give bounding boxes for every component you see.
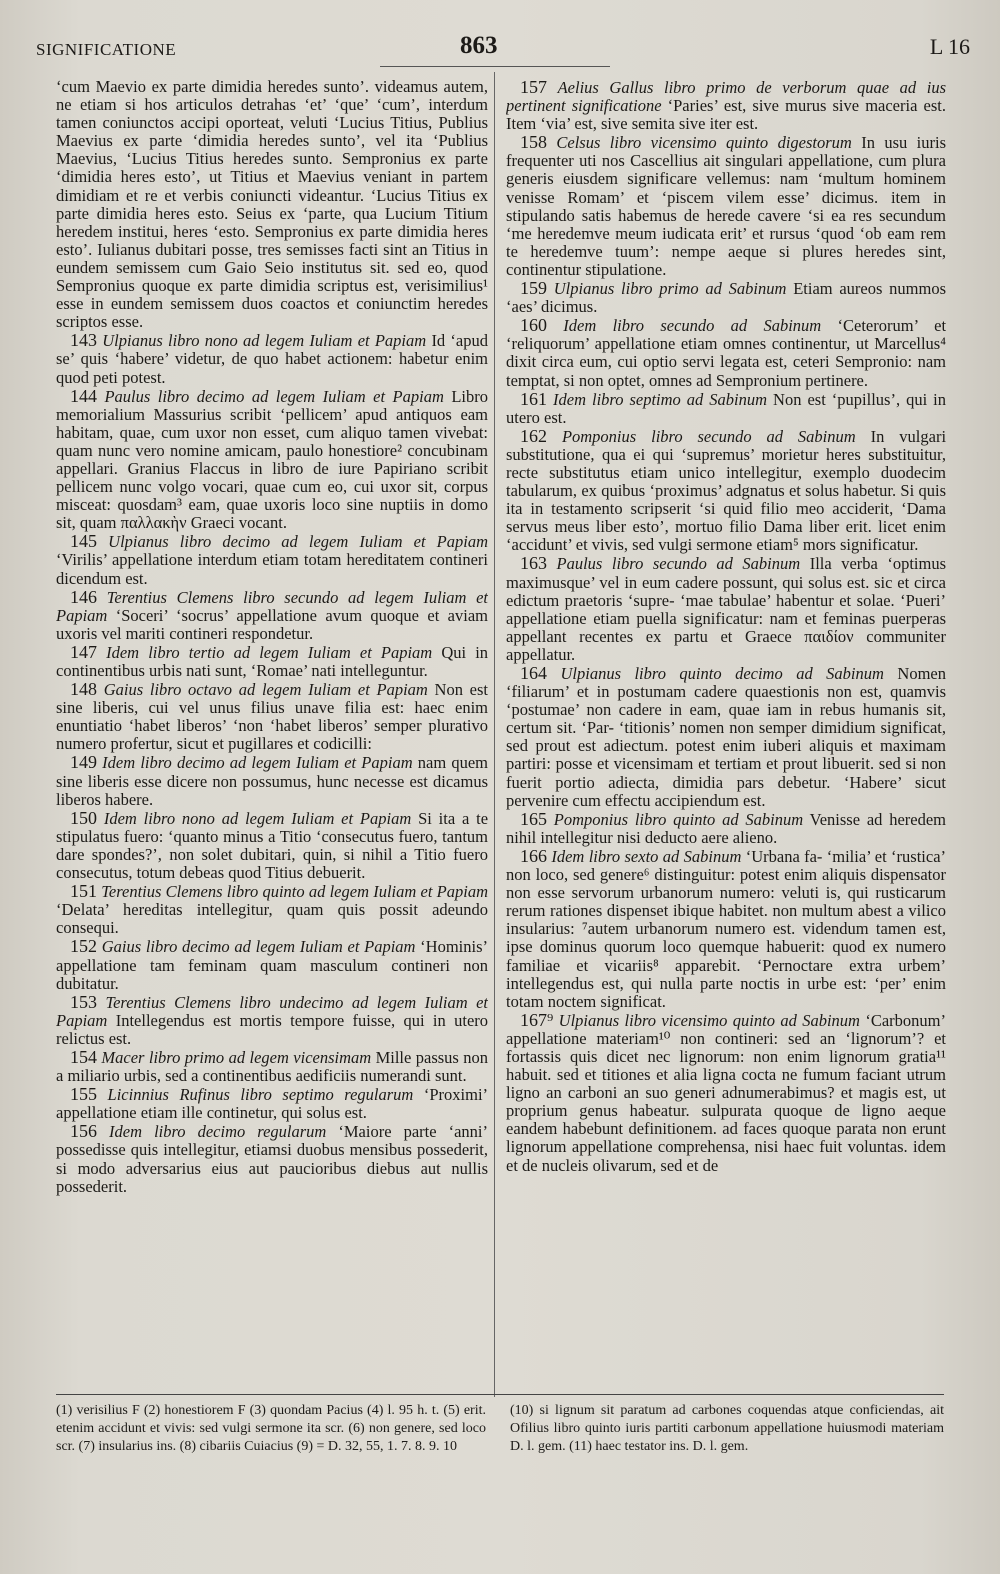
fragment-number: 149 [70,752,97,773]
fragment-number: 150 [70,807,97,828]
fragment-source: Idem libro decimo ad legem Iuliam et Papiam [102,753,413,773]
paragraph [56,588,488,643]
fragment-number: 158 [520,132,547,153]
fragment-source: Idem libro secundo ad Sabinum [563,316,822,336]
fragment-source: Idem libro septimo ad Sabinum [553,389,768,409]
paragraph [506,810,946,847]
fragment-source: Terentius Clemens libro quinto ad legem Iuliam et Papiam [101,882,488,902]
paragraph [506,390,946,427]
footnote-text-right: (10) si lignum sit paratum ad carbones coquendas atque conficiendas, ait Ofilius libro quinto iuris partiti carbonum appellatione huiusmodi materiam D. l. gem. (11) haec testator ins. D. l. gem. [510,1403,944,1454]
fragment-text: Venisse ad heredem nihil intellegitur nisi deducto aere alieno. [506,809,946,847]
fragment-text: Qui in continentibus urbis nati sunt, ‘Romae’ nati intelleguntur. [56,642,488,680]
paragraph [56,1122,488,1195]
fragment-text: Etiam aureos nummos ‘aes’ dicimus. [506,279,946,317]
right-column [506,78,946,1382]
fragment-source: Terentius Clemens libro undecimo ad legem Iuliam et Papiam [56,992,488,1030]
fragment-number: 156 [70,1121,97,1142]
fragment-number: 167⁹ [520,1009,554,1030]
fragment-number: 148 [70,679,97,700]
paragraph [56,1048,488,1085]
fragment-source: Ulpianus libro quinto decimo ad Sabinum [560,664,884,683]
fragment-number: 151 [70,881,97,902]
fragment-text: ‘cum Maevio ex parte dimidia heredes sunto’. videamus autem, ne etiam si hos articulos detrahas ‘et’ ‘que’ ‘cum’, interdum tamen coniunctos accipi oporteat, veluti ‘Lucius Titius, Publius Maevius ex parte ‘dimidia heredes sunto’, vel ita ‘Publius Maevius, ‘Lucius Titius heredes sunto. Sempronius ex parte ‘dimidia heres esto’, ut Titius et Maevius veniant in partem dimidiam et re et verbis coniuncti videantur. ‘Lucius Titius ex parte dimidia heres esto. Seius ex ‘parte, qua Lucium Titium heredem institui, heres ‘esto. Sempronius ex parte dimidia heres esto’. Iulianus dubitari posse, tres semisses facti sint an Titius in eundem semissem cum Gaio Seio institutus sit. sed eo, quod Sempronius quoque ex parte dimidia scriptus est, verisimilius¹ esse in eundem semissem duos coactos et coniunctim heredes scriptos esse. [56,78,488,332]
paragraph [506,316,946,389]
fragment-source: Terentius Clemens libro secundo ad legem Iuliam et Papiam [56,587,488,625]
paragraph [56,331,488,386]
fragment-number: 152 [70,936,97,957]
fragment-number: 165 [520,808,547,829]
fragment-number: 162 [520,425,547,446]
fragment-number: 157 [520,78,547,97]
fragment-number: 154 [70,1046,97,1067]
footnotes-left [56,1402,486,1512]
fragment-source: Ulpianus libro vicensimo quinto ad Sabinum [558,1010,860,1030]
fragment-source: Gaius libro decimo ad legem Iuliam et Papiam [101,937,416,957]
fragment-source: Pomponius libro quinto ad Sabinum [553,809,804,829]
fragment-number: 155 [70,1084,97,1105]
paragraph [56,680,488,753]
fragment-text: ‘Maiore parte ‘anni’ possedisse quis intellegitur, etiamsi duobus mensibus possederit, si modo adversarius eius aut paucioribus diebus aut nullis possederit. [56,1122,488,1196]
paragraph [56,882,488,937]
header-section: L 16 [929,34,970,59]
fragment-source: Gaius libro octavo ad legem Iuliam et Papiam [103,680,428,700]
fragment-number: 160 [520,315,547,336]
paragraph [506,1011,946,1175]
fragment-source: Idem libro nono ad legem Iuliam et Papiam [103,808,412,828]
fragment-source: Idem libro decimo regularum [109,1122,327,1142]
fragment-source: Macer libro primo ad legem vicensimam [101,1047,372,1067]
paragraph [56,1085,488,1122]
header-rule [380,66,610,67]
header-title: SIGNIFICATIONE [36,40,177,59]
fragment-number: 161 [520,388,547,409]
paragraph [56,993,488,1048]
fragment-text: ‘Virilis’ appellatione interdum etiam totam hereditatem contineri dicendum est. [56,550,488,588]
fragment-text: Non est sine liberis, cui vel unus filius unave filia est: haec enim enuntiatio ‘habet liberos’ ‘non ‘habet liberos’ semper plurativo numero profertur, sicut et pugillares et codicilli: [56,680,488,754]
paragraph [56,937,488,992]
fragment-source: Idem libro sexto ad Sabinum [551,846,742,866]
fragment-text: Mille passus non a miliario urbis, sed a continentibus aedificiis numerandi sunt. [56,1047,488,1086]
fragment-source: Ulpianus libro decimo ad legem Iuliam et Papiam [108,532,488,552]
fragment-source: Paulus libro decimo ad legem Iuliam et Papiam [104,386,444,406]
fragment-source: Pomponius libro secundo ad Sabinum [561,426,856,446]
paragraph [506,847,946,1011]
fragment-number: 164 [520,663,547,683]
fragment-number: 147 [70,641,97,662]
fragment-source: Idem libro tertio ad legem Iuliam et Papiam [106,642,433,662]
fragment-text: ‘Paries’ est, sive murus sive maceria est. Item ‘via’ est, sive semita sive iter est. [506,96,946,134]
fragment-number: 145 [70,531,97,552]
footnote-text-left: (1) verisilius F (2) honestiorem F (3) quondam Pacius (4) l. 95 h. t. (5) erit. etenim accidunt et vivis: sed vulgi sermone ita scr. (6) non genere, sed loco scr. (7) insularius ins. (8) cibariis Cuiacius (9) = D. 32, 55, 1. 7. 8. 9. 10 [56,1403,486,1454]
fragment-source: Ulpianus libro nono ad legem Iuliam et Papiam [102,331,427,351]
fragment-text: ‘Hominis’ appellatione tam feminam quam masculum contineri non dubitatur. [56,937,488,993]
fragment-text: Id ‘apud se’ quis ‘habere’ videtur, de quo habet actionem: habetur enim quod peti potest. [56,331,488,387]
fragment-text: ‘Proximi’ appellatione etiam ille continetur, qui solus est. [56,1085,488,1123]
fragment-source: Aelius Gallus libro primo de verborum quae ad ius pertinent significatione [506,78,946,116]
running-header [0,28,1000,68]
paragraph [56,809,488,882]
fragment-text: nam quem sine liberis esse dicere non possumus, hunc necesse est dicamus liberos habere. [56,753,488,809]
paragraph [56,78,488,331]
fragment-text: Intellegendus est mortis tempore fuisse, qui in utero relictus est. [56,1010,488,1048]
footnotes-right [510,1402,944,1512]
fragment-text: Si ita a te stipulatus fuero: ‘quanto minus a Titio ‘consecutus fuero, tantum dare spondes?’, non solet dubitari, quin, si nihil a Titio fuero consecutus, totum debeas quod Titius debuerit. [56,808,488,883]
fragment-number: 144 [70,385,97,406]
fragment-number: 143 [70,330,97,351]
fragment-text: ‘Urbana fa- ‘milia’ et ‘rustica’ non loco, sed genere⁶ distinguitur: potest enim aliquis dispensator non esse servorum urbanorum numero: veluti is, qui rusticarum rerum rationes dispenset ibique habitet. non multum abest a vilico insularius: ⁷autem urbanorum numero est. videndum tamen est, ipse dominus quorum loco quemque habuerit: quod ex numero familiae et vicariis⁸ apparebit. ‘Pernoctare extra urbem’ intellegendus est, qui nulla parte noctis in urbe est: ‘per’ enim totam noctem significat. [506,846,946,1011]
fragment-source: Celsus libro vicensimo quinto digestorum [556,133,852,153]
paragraph [506,427,946,555]
fragment-text: ‘Ceterorum’ et ‘reliquorum’ appellatione etiam omnes continentur, ut Marcellus⁴ dixit circa eum, cui optio servi legata est, ceteri Sempronio: nam temptat, si non optet, omnes ad Sempronium pertinere. [506,316,946,390]
fragment-number: 153 [70,991,97,1012]
left-column [56,78,488,1382]
paragraph [506,133,946,279]
page-number: 863 [460,32,498,59]
paragraph [56,532,488,587]
fragment-source: Ulpianus libro primo ad Sabinum [553,279,787,299]
fragment-text: ‘Soceri’ ‘socrus’ appellatione avum quoque et aviam uxoris vel mariti contineri respondetur. [56,605,488,643]
fragment-text: In usu iuris frequenter uti nos Cascellius ait singulari appellatione, cum plura generis eiusdem significare vellemus: nam ‘multum hominem venisse Romam’ et ‘piscem vilem esse’ dicimus. item in stipulando satis habemus de herede cavere ‘si ea res secundum ‘me heredemve meum iudicata erit’ et rursus ‘quod ‘ob eam rem te heredemve tuum’: nempe aeque si plures heredes sint, continentur stipulatione. [506,133,946,279]
paragraph [506,279,946,316]
fragment-text: ‘Carbonum’ appellatione materiam¹⁰ non contineri: sed an ‘lignorum’? et fortassis quis dicet nec lignorum: non enim lignorum gratia¹¹ habuit. sed et titiones et alia ligna cocta ne fumum faciant utrum ligno an carboni an suo generi adnumerabimus? et magis est, ut proprium genus habeatur. sulpurata quoque de ligno aeque eandem habebunt definitionem. ad faces quoque parata non erunt lignorum appellatione comprehensa, nisi haec fuit voluntas. idem et de nucleis olivarum, sed et de [506,1010,946,1175]
fragment-number: 146 [70,586,97,607]
paragraph [506,554,946,664]
footnote-rule [56,1394,944,1395]
fragment-number: 159 [520,278,547,299]
fragment-number: 166 [520,845,547,866]
fragment-source: Paulus libro secundo ad Sabinum [556,554,801,574]
fragment-text: ‘Delata’ hereditas intellegitur, quam quis possit adeundo consequi. [56,900,488,938]
paragraph [56,753,488,808]
column-divider [494,72,495,1397]
fragment-source: Licinnius Rufinus libro septimo regularum [107,1085,414,1105]
paragraph [56,643,488,680]
paragraph [506,78,946,133]
fragment-text: Libro memorialium Massurius scribit ‘pellicem’ apud antiquos eam habitam, quae, cum uxor non esset, cum aliquo tamen vivebat: quam nunc vero nomine amicam, paulo honestiore² concubinam appellari. Granius Flaccus in libro de iure Papiriano scribit pellicem nunc volgo vocari, quae cum eo, cui uxor sit, corpus misceat: quosdam³ eam, quae uxoris loco sine nuptiis in domo sit, quam παλλακὴν Graeci vocant. [56,386,488,533]
fragment-number: 163 [520,553,547,574]
fragment-text: In vulgari substitutione, qua ei qui ‘supremus’ morietur heres substituitur, recte substitutus etiam unico intellegitur, exemplo duodecim tabularum, ex quibus ‘proximus’ adgnatus et solus habetur. Si quis ita in testamento scripserit ‘si quid filio meo acciderit, ‘Dama servus meus liber esto’, mortuo filio Dama liber erit. licet enim ‘accidunt’ et vivis, sed vulgi sermone etiam⁵ mors significatur. [506,426,946,555]
fragment-text: Illa verba ‘optimus maximusque’ vel in eum cadere possunt, qui solus est. sic et circa edictum praetoris ‘supre- ‘mae tabulae’ habentur et solae. ‘Pueri’ appellatione etiam puella significatur: nam et feminas puerperas appellant recentes ex partu et Graece παιδίον communiter appellatur. [506,554,946,664]
paragraph [506,664,946,810]
paragraph [56,387,488,533]
fragment-text: Non est ‘pupillus’, qui in utero est. [506,389,946,427]
fragment-text: Nomen ‘filiarum’ et in postumam cadere quaestionis non est, quamvis ‘postumae’ non cadere in eam, quae iam in rebus humanis sit, certum sit. ‘Par- ‘titionis’ nomen non semper dimidium significat, sed prout est adiectum. potest enim iuberi aliquis et maximam partiri: posse et vicensimam et tertiam et prout libuerit. sed si non fuerit portio adiecta, dimidia pars debetur. ‘Habere’ sicut pervenire cum effectu accipiendum est. [506,664,946,810]
